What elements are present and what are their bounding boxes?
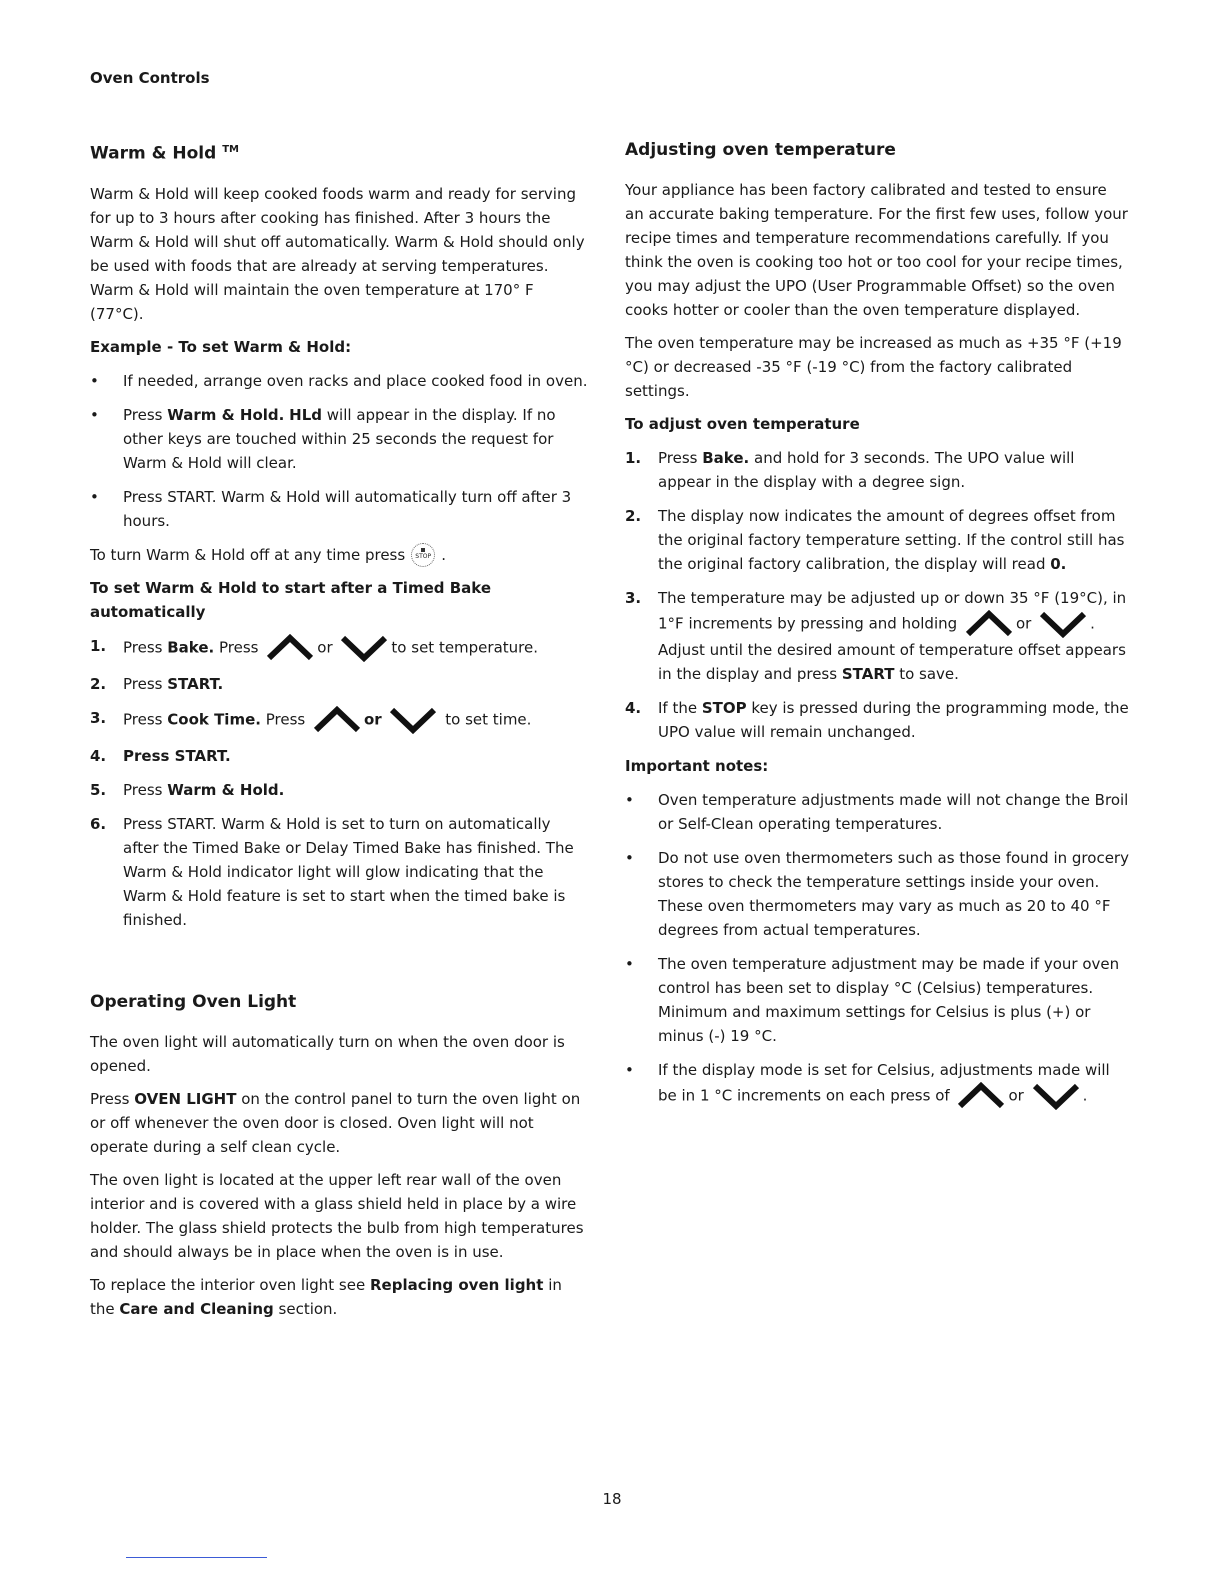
- up-arrow-icon: [956, 1082, 1006, 1110]
- warm-hold-bullets: [90, 369, 590, 533]
- down-arrow-icon: [1031, 1082, 1081, 1110]
- list-item: 3. The temperature may be adjusted up or down 35 °F (19°C), in 1°F increments by pressing and holding or . Adjust until the desired amount of temperature offset appears in the display and press START to save.: [625, 589, 1127, 683]
- important-notes-title: Important notes:: [625, 757, 769, 775]
- adjust-temp-title: Adjusting oven temperature: [625, 140, 896, 160]
- right-column: [625, 138, 1130, 1120]
- footer-rule: [126, 1557, 267, 1558]
- example-title: Example - To set Warm & Hold:: [90, 337, 352, 356]
- list-item: 3. Press Cook Time. Press or to set time.: [90, 706, 590, 734]
- up-arrow-icon: [312, 706, 362, 734]
- list-item: 2. Press START.: [90, 675, 224, 694]
- list-item: • Press Warm & Hold. HLd will appear in the display. If no other keys are touched within 25 seconds the request for Warm & Hold will clear.: [90, 403, 590, 475]
- light-para-1: The oven light will automatically turn on when the oven door is opened.: [90, 1033, 565, 1076]
- list-item: 2. The display now indicates the amount of degrees offset from the original factory temperature setting. If the control still has the original factory calibration, the display will read 0.: [625, 507, 1125, 573]
- down-arrow-icon: [1038, 610, 1088, 638]
- page-number: 18: [602, 1490, 622, 1508]
- list-item: • Do not use oven thermometers such as those found in grocery stores to check the temperature settings inside your oven. These oven thermometers may vary as much as 20 to 40 °F degrees from actual temperatures.: [625, 846, 1130, 942]
- list-item: • The oven temperature adjustment may be made if your oven control has been set to display °C (Celsius) temperatures. Minimum and maximum settings for Celsius is plus (+) or minus (-) 19 °C.: [625, 952, 1130, 1048]
- page-header: Oven Controls: [90, 69, 210, 87]
- to-adjust-title: To adjust oven temperature: [625, 415, 860, 433]
- left-column: [90, 138, 590, 1330]
- list-item: 4. If the STOP key is pressed during the programming mode, the UPO value will remain unchanged.: [625, 699, 1129, 741]
- oven-light-title: Operating Oven Light: [90, 992, 297, 1013]
- important-notes: [625, 788, 1130, 1110]
- adjust-para-1: Your appliance has been factory calibrated and tested to ensure an accurate baking temperature. For the first few uses, follow your recipe times and temperature recommendations carefully. If you think the oven is cooking too hot or too cool for your recipe times, you may adjust the UPO (User Programmable Offset) so the oven cooks hotter or cooler than the oven temperature displayed.: [625, 181, 1128, 319]
- warm-hold-intro: Warm & Hold will keep cooked foods warm and ready for serving for up to 3 hours after cooking has finished. After 3 hours the Warm & Hold will shut off automatically. Warm & Hold should only be used with foods that are already at serving temperatures. Warm & Hold will maintain the oven temperature at 170° F (77°C).: [90, 184, 585, 323]
- list-item: • Press START. Warm & Hold will automatically turn off after 3 hours.: [90, 485, 590, 533]
- timed-bake-title: To set Warm & Hold to start after a Timed Bake automatically: [90, 579, 492, 622]
- up-arrow-icon: [964, 610, 1014, 638]
- warm-hold-title: Warm & Hold ™: [90, 143, 239, 164]
- light-para-2: Press OVEN LIGHT on the control panel to turn the oven light on or off whenever the oven door is closed. Oven light will not operate during a self clean cycle.: [90, 1090, 581, 1157]
- list-item: 5. Press Warm & Hold.: [90, 781, 285, 800]
- down-arrow-icon: [388, 706, 438, 734]
- list-item: 4. Press START.: [90, 747, 231, 766]
- adjust-steps: [625, 446, 1130, 744]
- up-arrow-icon: [265, 634, 315, 662]
- list-item: • If needed, arrange oven racks and place cooked food in oven.: [90, 369, 590, 393]
- light-para-4: To replace the interior oven light see Replacing oven light in the Care and Cleaning section.: [90, 1276, 562, 1319]
- turn-off-text: To turn Warm & Hold off at any time press STOP .: [90, 543, 590, 568]
- list-item: • Oven temperature adjustments made will not change the Broil or Self-Clean operating temperatures.: [625, 788, 1130, 836]
- stop-icon: STOP: [411, 543, 435, 567]
- list-item: 1. Press Bake. Press or to set temperature.: [90, 634, 590, 662]
- adjust-para-2: The oven temperature may be increased as much as +35 °F (+19 °C) or decreased -35 °F (-19 °C) from the factory calibrated settings.: [625, 334, 1122, 400]
- light-para-3: The oven light is located at the upper left rear wall of the oven interior and is covered with a glass shield held in place by a wire holder. The glass shield protects the bulb from high temperatures and should always be in place when the oven is in use.: [90, 1171, 584, 1262]
- list-item: • If the display mode is set for Celsius, adjustments made will be in 1 °C increments on each press of or .: [625, 1058, 1130, 1110]
- timed-bake-steps: [90, 634, 590, 932]
- down-arrow-icon: [339, 634, 389, 662]
- list-item: 1. Press Bake. and hold for 3 seconds. The UPO value will appear in the display with a degree sign.: [625, 449, 1075, 491]
- list-item: 6. Press START. Warm & Hold is set to turn on automatically after the Timed Bake or Delay Timed Bake has finished. The Warm & Hold indicator light will glow indicating that the Warm & Hold feature is set to start when the timed bake is finished.: [90, 815, 574, 930]
